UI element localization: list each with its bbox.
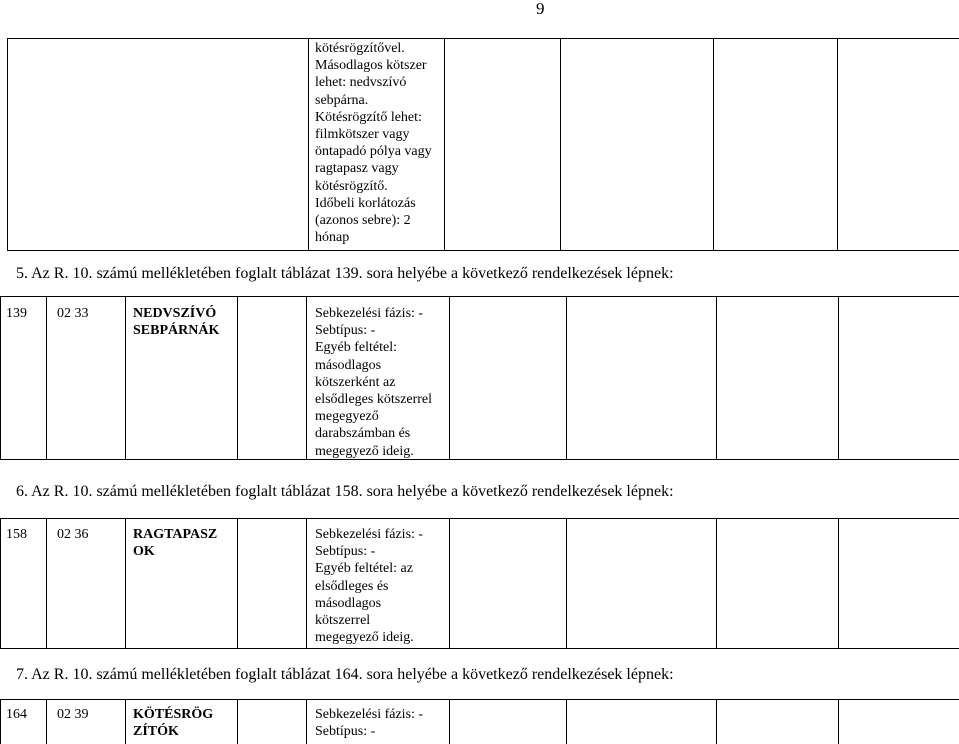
product-name <box>133 706 213 740</box>
table-border-bottom <box>0 459 959 460</box>
product-name <box>133 305 219 339</box>
condition-line: kötésrögzítő. <box>315 178 388 194</box>
col-divider <box>0 699 1 744</box>
condition-line: Sebkezelési fázis: - <box>315 527 424 542</box>
product-name-line: OK <box>133 544 155 559</box>
col-divider <box>308 38 309 251</box>
col-divider <box>560 38 561 251</box>
col-divider <box>46 518 47 649</box>
col-divider <box>237 518 238 649</box>
row-number: 164 <box>6 707 27 722</box>
col-divider <box>125 296 126 460</box>
condition-line: Sebtípus: - <box>315 323 376 339</box>
section-heading: 5. Az R. 10. számú mellékletében foglalt táblázat 139. sora helyébe a következő rendelkezések lépnek: <box>16 265 674 282</box>
col-divider <box>306 518 307 649</box>
col-divider <box>716 296 717 460</box>
condition-line: ragtapasz vagy <box>315 161 399 177</box>
col-divider <box>713 38 714 251</box>
section-heading: 6. Az R. 10. számú mellékletében foglalt táblázat 158. sora helyébe a következő rendelkezések lépnek: <box>16 483 674 500</box>
condition-line: kötésrögzítővel. <box>315 41 405 56</box>
table-border-top <box>7 38 959 39</box>
condition-line: megegyező <box>315 409 379 425</box>
product-name-line: RAGTAPASZ <box>133 527 218 542</box>
col-divider <box>7 38 8 251</box>
col-divider <box>0 518 1 649</box>
col-divider <box>125 699 126 744</box>
condition-line: Sebtípus: - <box>315 724 376 740</box>
product-name-line: NEDVSZÍVÓ <box>133 306 217 321</box>
condition-line: elsődleges és <box>315 578 389 594</box>
table-border-bottom <box>7 250 959 251</box>
condition-line: Sebtípus: - <box>315 544 376 560</box>
col-divider <box>838 699 839 744</box>
col-divider <box>0 296 1 460</box>
table-border-top <box>0 518 959 519</box>
product-code: 02 36 <box>57 527 89 542</box>
col-divider <box>838 518 839 649</box>
product-name-line: SEBPÁRNÁK <box>133 323 220 338</box>
col-divider <box>716 699 717 744</box>
condition-line: hónap <box>315 230 350 246</box>
row-number: 139 <box>6 306 27 321</box>
page-number: 9 <box>536 0 545 18</box>
col-divider <box>449 296 450 460</box>
col-divider <box>449 699 450 744</box>
col-divider <box>838 296 839 460</box>
condition-cell <box>315 305 432 460</box>
condition-line: lehet: nedvszívó <box>315 75 407 91</box>
col-divider <box>837 38 838 251</box>
col-divider <box>566 296 567 460</box>
condition-line: kötszerrel <box>315 613 371 629</box>
condition-line: Egyéb feltétel: <box>315 340 398 356</box>
table-border-top <box>0 296 959 297</box>
col-divider <box>716 518 717 649</box>
condition-line: megegyező ideig. <box>315 630 414 646</box>
col-divider <box>125 518 126 649</box>
product-code: 02 39 <box>57 707 89 722</box>
col-divider <box>444 38 445 251</box>
condition-line: Egyéb feltétel: az <box>315 561 413 577</box>
condition-line: filmkötszer vagy <box>315 127 410 143</box>
col-divider <box>46 699 47 744</box>
col-divider <box>306 699 307 744</box>
condition-cell <box>315 706 423 740</box>
condition-line: kötszerként az <box>315 374 396 390</box>
product-name <box>133 526 217 560</box>
condition-line: Másodlagos kötszer <box>315 58 427 74</box>
product-code: 02 33 <box>57 306 89 321</box>
condition-cell <box>315 40 432 246</box>
condition-line: öntapadó pólya vagy <box>315 144 432 160</box>
condition-line: Sebkezelési fázis: - <box>315 306 424 321</box>
condition-line: Sebkezelési fázis: - <box>315 707 424 722</box>
condition-line: Kötésrögzítő lehet: <box>315 109 422 125</box>
condition-line: (azonos sebre): 2 <box>315 213 411 229</box>
condition-line: megegyező ideig. <box>315 443 414 459</box>
row-number: 158 <box>6 527 27 542</box>
product-name-line: ZÍTÓK <box>133 724 179 739</box>
condition-line: másodlagos <box>315 357 382 373</box>
section-heading: 7. Az R. 10. számú mellékletében foglalt táblázat 164. sora helyébe a következő rendelkezések lépnek: <box>16 666 674 683</box>
col-divider <box>46 296 47 460</box>
table-border-bottom <box>0 648 959 649</box>
condition-line: másodlagos <box>315 595 382 611</box>
condition-line: Időbeli korlátozás <box>315 195 416 211</box>
col-divider <box>306 296 307 460</box>
condition-line: darabszámban és <box>315 426 411 442</box>
col-divider <box>449 518 450 649</box>
table-border-top <box>0 699 959 700</box>
col-divider <box>566 699 567 744</box>
col-divider <box>237 699 238 744</box>
condition-line: elsődleges kötszerrel <box>315 392 433 408</box>
product-name-line: KÖTÉSRÖG <box>133 707 214 722</box>
condition-cell <box>315 526 423 646</box>
col-divider <box>237 296 238 460</box>
col-divider <box>566 518 567 649</box>
condition-line: sebpárna. <box>315 92 369 108</box>
